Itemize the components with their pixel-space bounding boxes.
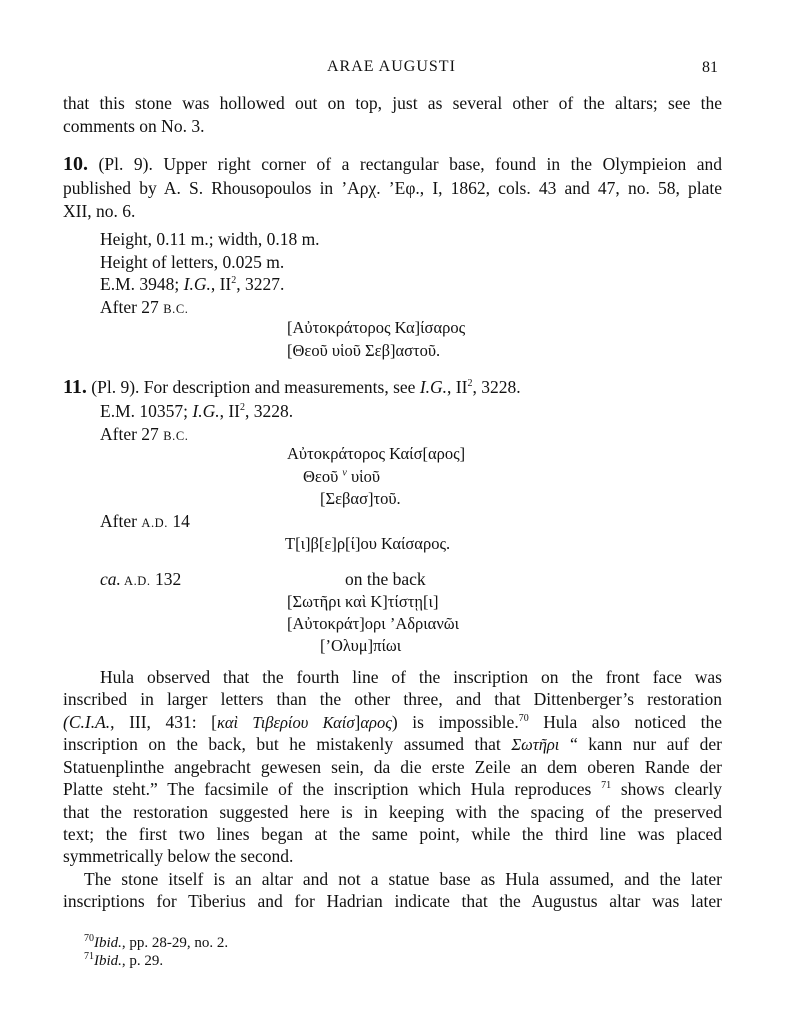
body-l3-greek: καὶ Τιβερίου Καίσ <box>216 713 355 732</box>
entry10-greek-2: [Θεοῦ υἱοῦ Σεβ]αστοῦ. <box>287 341 441 360</box>
body-line-6 <box>63 778 722 800</box>
body-line-3 <box>63 711 722 734</box>
body-l3-cia: (C.I.A. <box>63 712 111 732</box>
entry11-date-3 <box>100 568 181 592</box>
body-l3-a: , III, 431: [ <box>110 712 217 732</box>
entry10-line-1 <box>63 153 722 175</box>
entry11-ad-year: 14 <box>168 511 190 531</box>
body-l6-b: shows clearly <box>611 779 722 799</box>
body-l4-b: “ kann nur auf der <box>559 734 722 754</box>
entry11-date-2 <box>100 510 190 534</box>
entry11-greek2-a: Θεοῦ <box>303 467 339 486</box>
entry10-em-no: , 3227. <box>236 274 285 294</box>
entry11-line1-no: , 3228. <box>472 377 521 397</box>
footnote-ref-71: 71 <box>601 780 612 792</box>
entry10-height: Height, 0.11 m.; width, 0.18 m. <box>100 229 320 249</box>
entry10-line1-text: (Pl. 9). Upper right corner of a rectangular base, found in the Olympieion and <box>98 154 722 174</box>
intro-line-2: comments on No. 3. <box>63 116 205 136</box>
footnote-70-mark: 70 <box>84 933 94 944</box>
footnote-70-ibid: Ibid. <box>94 935 122 951</box>
entry11-greek-7: [’Ολυμ]πίωι <box>320 636 402 655</box>
entry10-em-number: E.M. 3948; <box>100 274 184 294</box>
entry11-bc: B.C. <box>163 429 189 443</box>
entry11-greek-2 <box>303 466 380 488</box>
body-l3-bracket: ] <box>354 712 361 732</box>
entry11-date-1 <box>100 423 189 447</box>
entry11-vacat: v <box>342 467 347 479</box>
entry11-ig: I.G. <box>419 377 448 397</box>
entry11-em-number: E.M. 10357; <box>100 401 193 421</box>
footnote-71-ibid: Ibid. <box>94 953 122 969</box>
entry11-ad: A.D. <box>141 516 169 530</box>
body-l4-a: inscription on the back, but he mistakenly assumed that <box>63 734 512 754</box>
entry11-ca-ad: A.D. <box>120 574 151 588</box>
body-line-5: Statuenplinthe angebracht gewesen sein, da die erste Zeile an dem oberen Rande der <box>63 757 722 777</box>
entry10-line-3: XII, no. 6. <box>63 201 136 221</box>
entry10-em-vol: , II <box>210 274 232 294</box>
body-line-1: Hula observed that the fourth line of the inscription on the front face was <box>100 667 722 687</box>
entry11-after: After 27 <box>100 424 164 444</box>
page-number: 81 <box>702 59 718 76</box>
entry11-number: 11. <box>63 376 87 398</box>
entry11-after-ad: After <box>100 511 142 531</box>
footnote-71-text: , p. 29. <box>121 953 164 969</box>
entry11-greek-1: Αὐτοκράτορος Καίσ[αρος] <box>287 444 466 463</box>
body-line-2: inscribed in larger letters than the other three, and that Dittenberger’s restoration <box>63 689 722 709</box>
entry10-line-2: published by A. S. Rhousopoulos in ’Αρχ. ’Εφ., I, 1862, cols. 43 and 47, no. 58, plate <box>63 178 722 198</box>
entry10-ig: I.G. <box>183 274 211 294</box>
entry11-ca-year: 132 <box>150 569 182 589</box>
footnote-70 <box>84 934 228 952</box>
intro-line-1: that this stone was hollowed out on top, just as several other of the altars; see the <box>63 93 722 113</box>
entry11-line1-sup: 2 <box>467 378 473 390</box>
body-line-8: text; the first two lines began at the same point, while the third line was placed <box>63 824 722 844</box>
entry11-greek-3: [Σεβασ]τοῦ. <box>320 489 401 508</box>
entry11-greek2-b: υἱοῦ <box>350 467 380 486</box>
entry10-greek-1: [Αὐτοκράτορος Κα]ίσαρος <box>287 318 466 337</box>
body-l3-c: ) is impossible. <box>391 712 519 732</box>
body-line-4 <box>63 733 722 756</box>
footnote-71-mark: 71 <box>84 951 94 962</box>
body-l3-d: Hula also noticed the <box>528 712 722 732</box>
entry10-after: After 27 <box>100 297 164 317</box>
footnote-ref-70: 70 <box>518 713 529 725</box>
para2-line-2: inscriptions for Tiberius and for Hadrian indicate that the Augustus altar was later <box>63 891 722 911</box>
entry10-em <box>100 273 284 295</box>
entry11-em-no: , 3228. <box>245 401 294 421</box>
entry11-line1-vol: , II <box>447 377 468 397</box>
entry10-letters: Height of letters, 0.025 m. <box>100 252 285 272</box>
entry10-date <box>100 296 189 320</box>
entry11-em-vol: , II <box>219 401 240 421</box>
footnote-71 <box>84 952 163 970</box>
body-line-7: that the restoration suggested here is in keeping with the spacing of the preserved <box>63 802 722 822</box>
entry11-line-1 <box>63 376 521 398</box>
entry11-line1-text: (Pl. 9). For description and measurements, see <box>91 377 420 397</box>
entry11-ca: ca. <box>100 569 121 589</box>
entry11-em-ig: I.G. <box>192 401 220 421</box>
body-l3-greek2: αρος <box>360 713 392 732</box>
body-l6-a: Platte steht.” The facsimile of the inscription which Hula reproduces <box>63 779 602 799</box>
body-line-9: symmetrically below the second. <box>63 846 294 866</box>
entry11-greek-5: [Σωτῆρι καὶ Κ]τίστῃ[ι] <box>287 592 439 611</box>
entry10-bc: B.C. <box>163 302 189 316</box>
entry11-em-sup: 2 <box>240 402 245 414</box>
entry11-greek-6: [Αὐτοκράτ]ορι ’Αδριανῶι <box>287 614 460 633</box>
footnote-70-text: , pp. 28-29, no. 2. <box>121 935 229 951</box>
entry11-em <box>100 400 293 422</box>
entry11-greek-4: Τ[ι]β[ε]ρ[ί]ου Καίσαρος. <box>285 534 451 553</box>
entry10-number: 10. <box>63 153 88 175</box>
body-l4-greek: Σωτῆρι <box>511 735 560 754</box>
para2-line-1: The stone itself is an altar and not a statue base as Hula assumed, and the later <box>84 869 722 889</box>
running-title: ARAE AUGUSTI <box>327 58 456 75</box>
entry11-on-back: on the back <box>345 569 426 589</box>
entry10-em-sup: 2 <box>231 275 237 287</box>
